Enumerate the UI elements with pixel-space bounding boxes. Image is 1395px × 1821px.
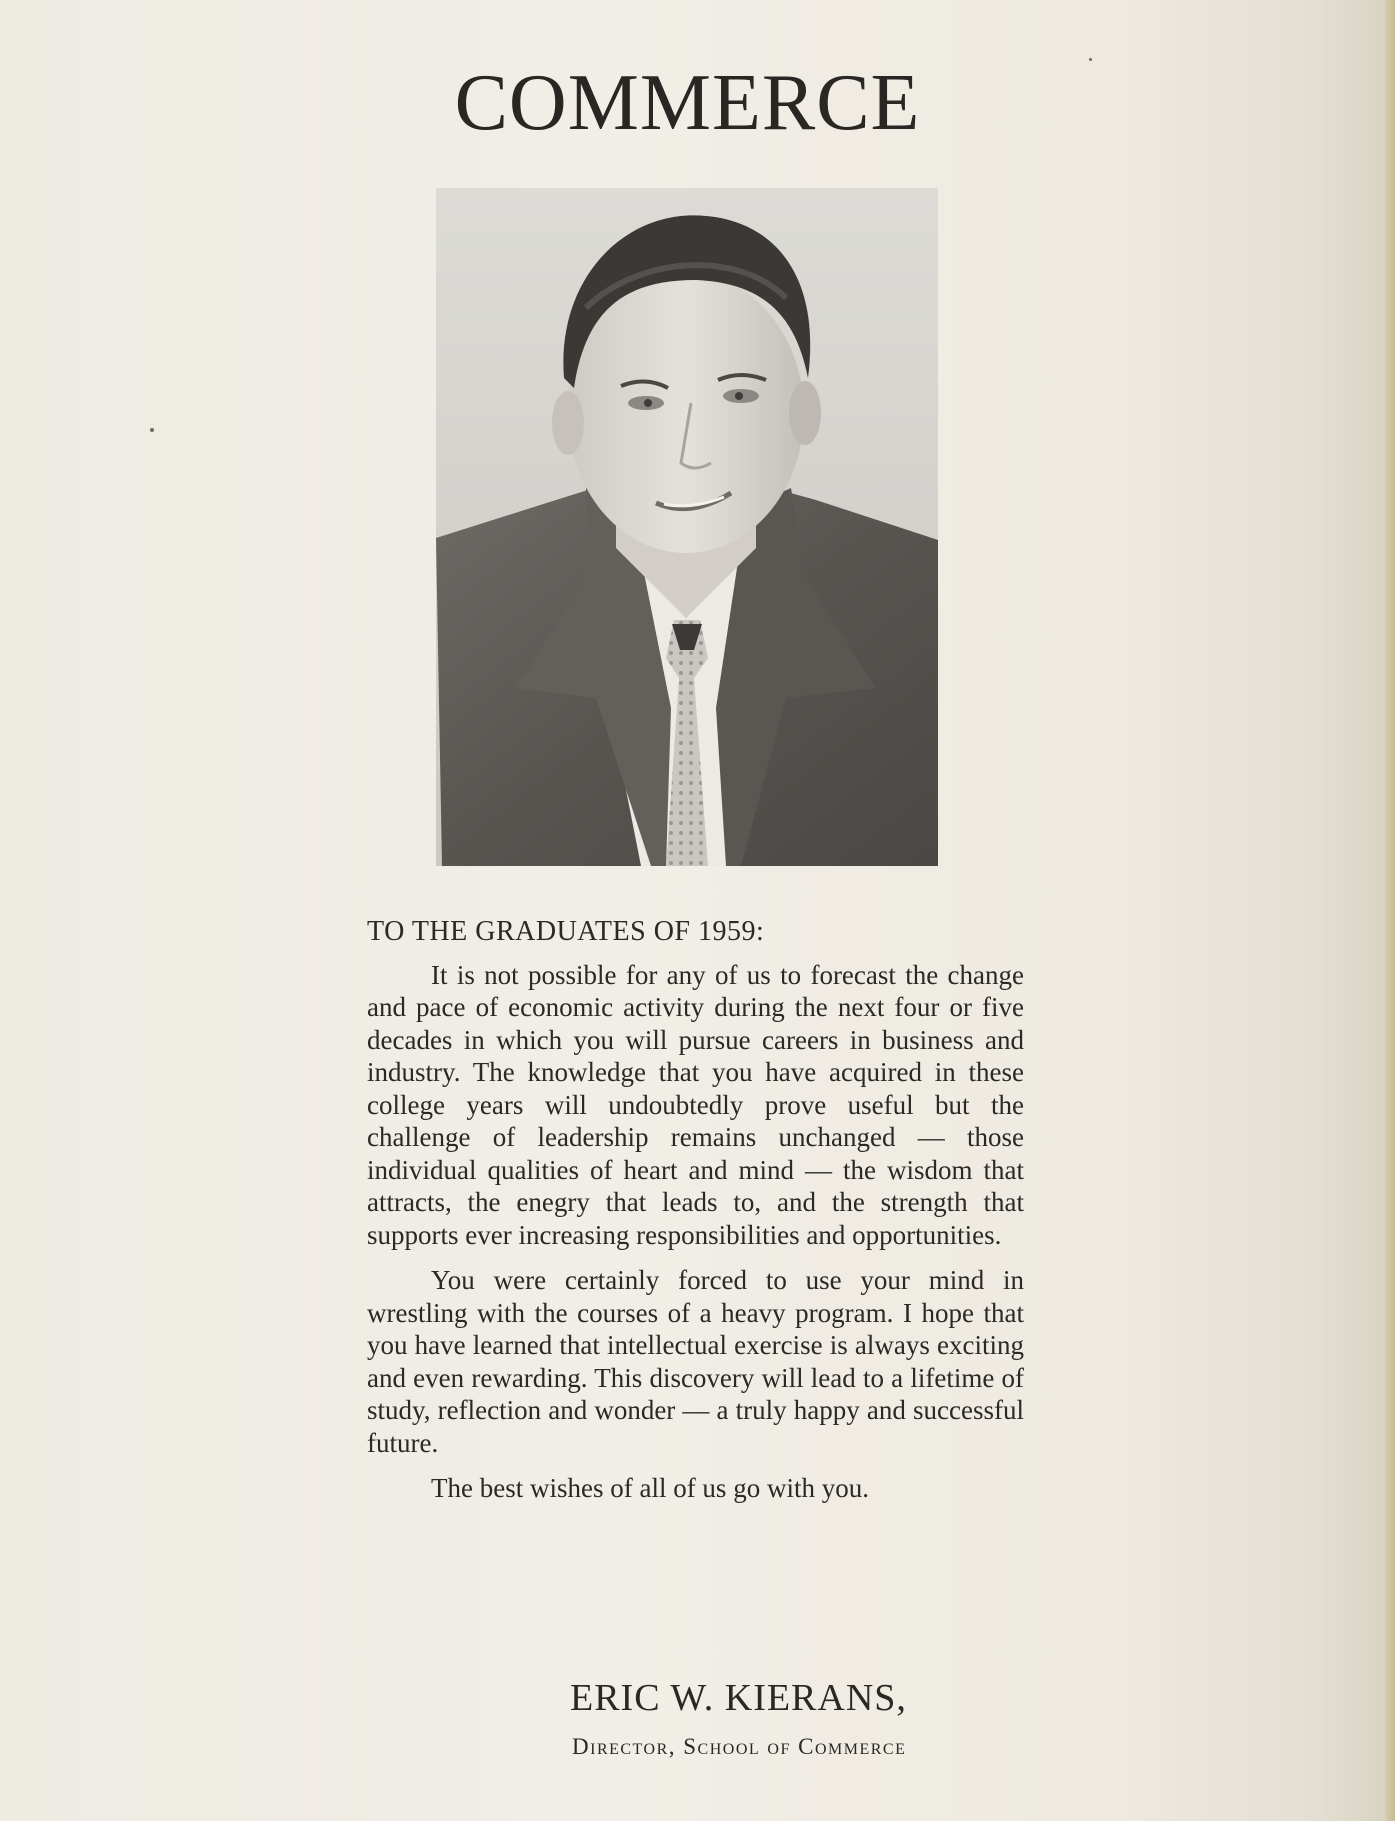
letter-paragraph: You were certainly forced to use your mind in wrestling with the courses of a heavy program. I hope that you have learned that intellectual exercise is always exciting and even rewarding. This discovery will lead to a lifetime of study, reflection and wonder — a truly happy and successful future.	[367, 1265, 1024, 1458]
letter-closing: The best wishes of all of us go with you.	[431, 1473, 869, 1503]
page-title: COMMERCE	[454, 59, 921, 147]
letter-body	[367, 916, 1024, 1505]
portrait-illustration	[436, 188, 938, 866]
page-edge	[1385, 0, 1395, 1821]
letter-salutation: TO THE GRADUATES OF 1959:	[367, 916, 765, 947]
letter-paragraph: It is not possible for any of us to forecast the change and pace of economic activity during the next four or five decades in which you will pursue careers in business and industry. The knowledge that you have acquired in these college years will undoubtedly prove useful but the challenge of leadership remains unchanged — those individual qualities of heart and mind — the wisdom that attracts, the enegry that leads to, and the strength that supports ever increasing responsibilities and opportunities.	[367, 959, 1024, 1250]
paper-speck	[150, 428, 154, 432]
signature-name: ERIC W. KIERANS,	[570, 1677, 907, 1719]
portrait-photo-icon	[436, 188, 938, 866]
signature-title: Director, School of Commerce	[572, 1734, 907, 1759]
